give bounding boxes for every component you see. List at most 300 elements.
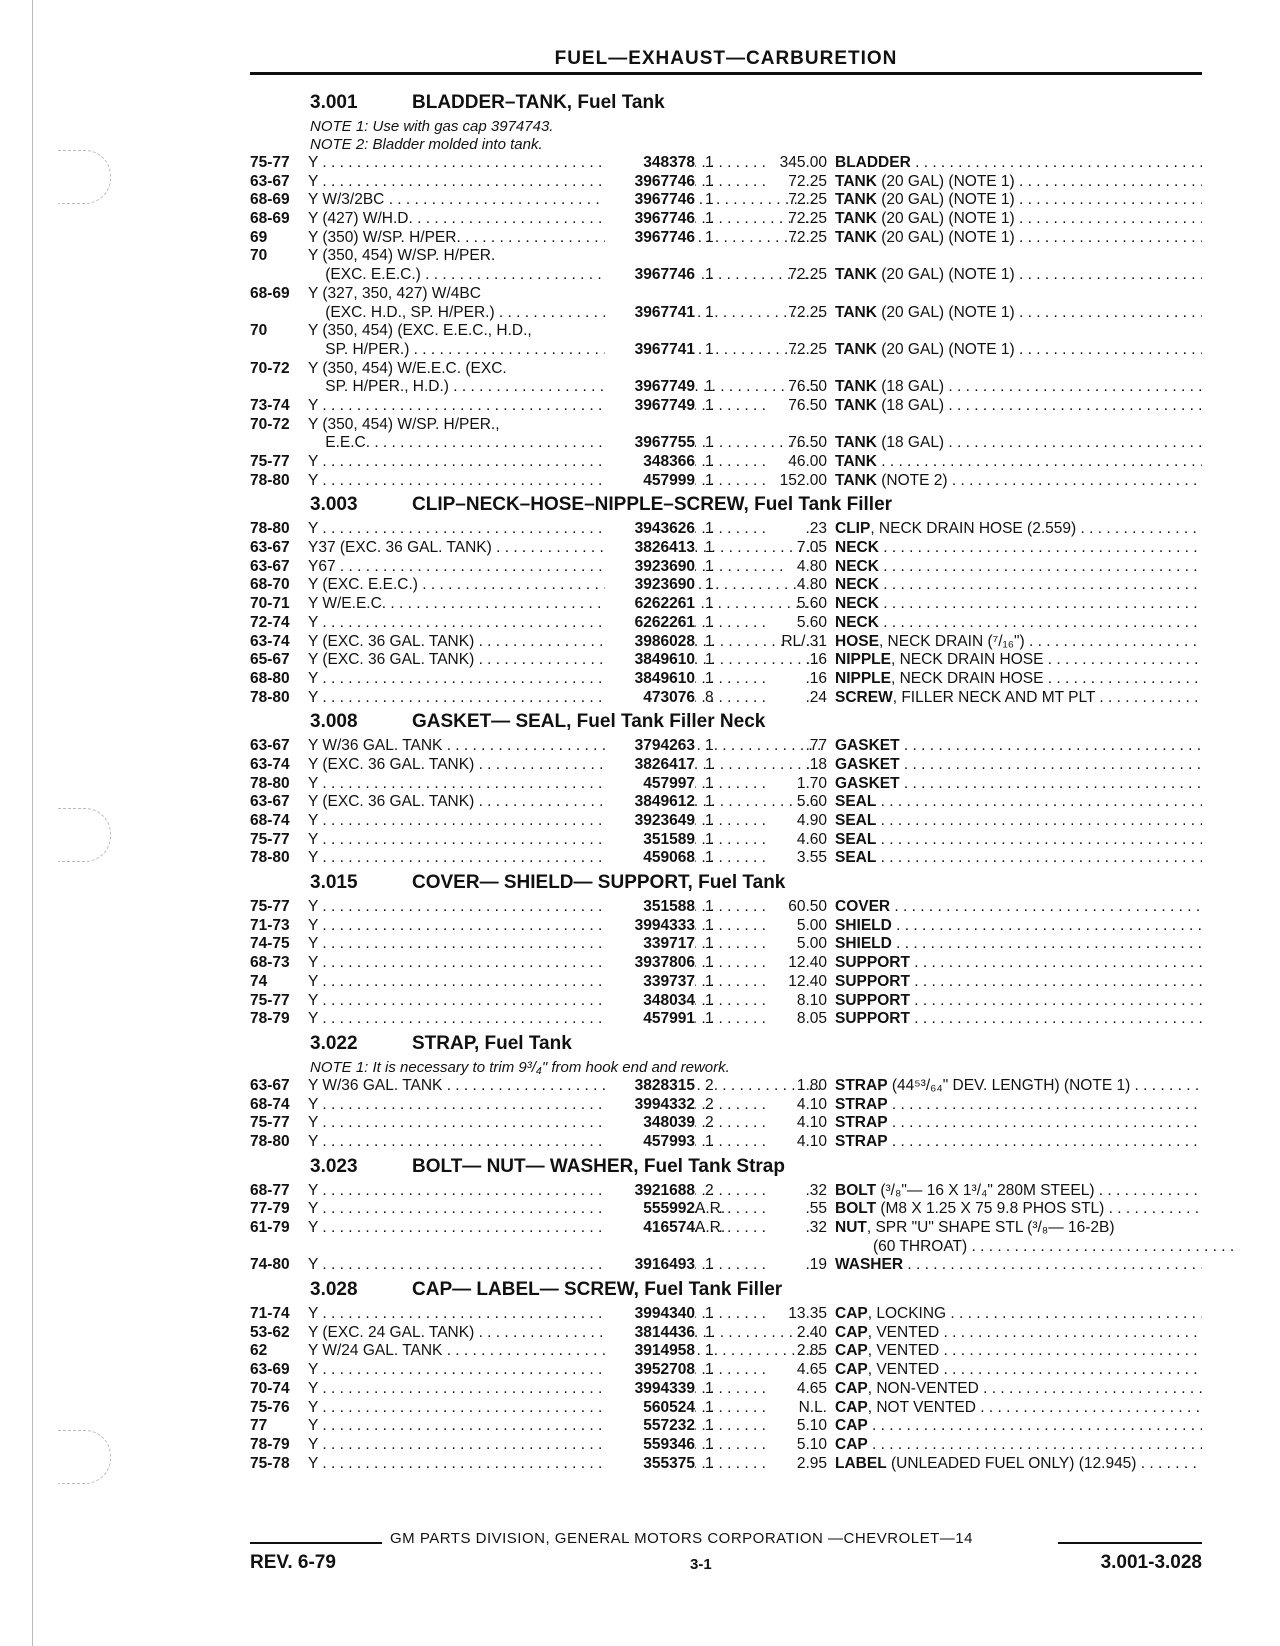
description-keyword: NECK — [835, 539, 879, 557]
model-years: 53-62 — [250, 1323, 290, 1341]
price: 5.10 — [796, 1417, 827, 1435]
description-detail: (20 GAL) (NOTE 1) — [876, 266, 1015, 284]
part-number: 348039 — [605, 1114, 695, 1133]
part-number: 351589 — [605, 831, 695, 850]
price: 72.25 — [788, 228, 827, 246]
section-note: NOTE 1: Use with gas cap 3974743. — [310, 118, 554, 135]
table-row — [250, 520, 1202, 539]
table-row — [250, 576, 1202, 595]
quantity: 1 — [705, 954, 714, 972]
model-application: Y (EXC. E.E.C.) . . . — [308, 576, 820, 595]
quantity: 1 — [705, 1010, 714, 1028]
model-application: Y . . . — [308, 1219, 820, 1238]
model-years: 75-76 — [250, 1398, 290, 1416]
catalog-section — [250, 707, 1202, 868]
section-number: 3.008 — [310, 711, 358, 733]
price: 5.00 — [796, 935, 827, 953]
model-application: (EXC. H.D., SP. H/PER.) . . . — [308, 304, 820, 323]
catalog-section — [250, 88, 1202, 490]
header-rule — [250, 72, 1202, 75]
part-description — [835, 595, 1202, 614]
part-description — [835, 1399, 1202, 1418]
model-application: Y . . . — [308, 1380, 820, 1399]
description-detail: (44⁵³/₆₄" DEV. LENGTH) (NOTE 1) — [887, 1076, 1131, 1094]
part-description — [835, 651, 1202, 670]
description-keyword: CAP — [835, 1398, 868, 1416]
section-number: 3.023 — [310, 1155, 358, 1177]
part-description — [835, 1417, 1202, 1436]
part-number: 3967741 — [605, 304, 695, 323]
part-description — [835, 1096, 1202, 1115]
quantity: 1 — [705, 669, 714, 687]
part-description — [835, 520, 1202, 539]
part-number: 3994332 — [605, 1096, 695, 1115]
part-description — [835, 1342, 1202, 1361]
model-application: SP. H/PER., H.D.) . . . — [308, 378, 820, 397]
price: 72.25 — [788, 303, 827, 321]
section-heading — [250, 88, 1202, 118]
table-row — [250, 1010, 1202, 1029]
price: 345.00 — [779, 154, 827, 171]
description-detail: , SPR "U" SHAPE STL (³/₈— 16-2B) — [866, 1219, 1115, 1236]
description-detail: , VENTED — [867, 1361, 940, 1379]
catalog-section — [250, 1152, 1202, 1275]
section-title: BOLT— NUT— WASHER, Fuel Tank Strap — [412, 1155, 785, 1177]
description-keyword: SUPPORT — [835, 1010, 910, 1028]
model-years: 70 — [250, 247, 268, 265]
description-keyword: TANK — [835, 434, 877, 452]
footer-rule-right — [1058, 1542, 1202, 1544]
description-keyword: CAP — [835, 1361, 868, 1379]
description-detail: (20 GAL) (NOTE 1) — [876, 191, 1015, 209]
model-years: 75-77 — [250, 830, 290, 848]
description-detail: (18 GAL) — [876, 378, 945, 396]
price: 8.10 — [796, 991, 827, 1009]
description-keyword: STRAP — [835, 1095, 888, 1113]
description-keyword: NUT — [835, 1219, 867, 1236]
model-years: 77 — [250, 1417, 268, 1435]
price: 4.65 — [796, 1361, 827, 1379]
section-number: 3.015 — [310, 872, 358, 894]
price: 152.00 — [779, 471, 827, 489]
part-number: 3967746 — [605, 266, 695, 285]
model-years: 75-77 — [250, 453, 290, 470]
model-years: 77-79 — [250, 1200, 290, 1218]
footer-rule-left — [250, 1542, 382, 1544]
quantity: 1 — [705, 557, 714, 575]
description-keyword: NECK — [835, 613, 879, 631]
model-application: Y . . . — [308, 472, 820, 491]
parts-catalog-body — [250, 88, 1202, 1473]
price: 4.10 — [796, 1114, 827, 1132]
quantity: 1 — [705, 576, 714, 594]
section-heading — [250, 707, 1202, 737]
model-years: 78-80 — [250, 688, 290, 706]
price: 4.65 — [796, 1379, 827, 1397]
footer-publisher: GM PARTS DIVISION, GENERAL MOTORS CORPORATION —CHEVROLET—14 — [390, 1530, 973, 1547]
quantity: 1 — [705, 396, 714, 414]
description-keyword: GASKET — [835, 774, 900, 792]
table-row — [250, 756, 1202, 775]
model-application: Y . . . — [308, 1096, 820, 1115]
price: 4.10 — [796, 1095, 827, 1113]
description-detail: , NECK DRAIN (⁷/₁₆") — [878, 632, 1025, 650]
part-number: 3967741 — [605, 341, 695, 360]
model-application: Y . . . — [308, 154, 820, 173]
section-title: STRAP, Fuel Tank — [412, 1032, 572, 1054]
quantity: 2 — [705, 1114, 714, 1132]
quantity: A.R. — [695, 1219, 726, 1236]
table-row — [250, 247, 1202, 266]
description-keyword: BOLT — [835, 1200, 877, 1218]
table-row — [250, 154, 1202, 173]
description-keyword: CAP — [835, 1342, 868, 1360]
part-description — [835, 917, 1202, 936]
punch-hole-middle — [58, 808, 111, 862]
part-description — [835, 378, 1202, 397]
quantity: 1 — [705, 210, 714, 228]
part-description — [835, 898, 1202, 917]
description-keyword: GASKET — [835, 755, 900, 773]
table-row — [250, 1324, 1202, 1343]
model-application: Y . . . — [308, 1200, 820, 1219]
part-number: 3814436 — [605, 1324, 695, 1343]
model-years: 63-67 — [250, 1076, 290, 1094]
quantity: 1 — [705, 595, 714, 613]
model-application: Y (427) W/H.D. . . . — [308, 210, 820, 229]
description-keyword: CAP — [835, 1417, 868, 1435]
model-application: Y . . . — [308, 898, 820, 917]
description-keyword: CAP — [835, 1323, 868, 1341]
part-description — [835, 304, 1202, 323]
part-number: 3849610 — [605, 651, 695, 670]
quantity: 1 — [705, 266, 714, 284]
part-description — [835, 1238, 1240, 1257]
part-description — [835, 229, 1202, 248]
description-keyword: STRAP — [835, 1132, 888, 1150]
section-heading — [250, 868, 1202, 898]
table-row — [250, 849, 1202, 868]
part-description — [835, 1305, 1202, 1324]
description-keyword: HOSE — [835, 632, 879, 650]
table-row — [250, 360, 1202, 379]
quantity: 1 — [705, 303, 714, 321]
table-row — [250, 633, 1202, 652]
part-description — [835, 935, 1202, 954]
price: .32 — [805, 1219, 827, 1236]
description-keyword: NECK — [835, 576, 879, 594]
price: RL/.31 — [781, 632, 827, 650]
section-title: CLIP–NECK–HOSE–NIPPLE–SCREW, Fuel Tank Filler — [412, 494, 893, 516]
table-row — [250, 1436, 1202, 1455]
price: 5.60 — [796, 595, 827, 613]
price: 12.40 — [788, 972, 827, 990]
part-number: 348366 — [605, 453, 695, 472]
model-years: 75-77 — [250, 991, 290, 1009]
price: 13.35 — [788, 1305, 827, 1323]
part-number: 3794263 — [605, 737, 695, 756]
table-row — [250, 285, 1202, 304]
table-row — [250, 472, 1202, 491]
part-number: 560524 — [605, 1399, 695, 1418]
quantity: 1 — [705, 453, 714, 470]
quantity: 1 — [705, 228, 714, 246]
description-detail: , NOT VENTED — [867, 1398, 976, 1416]
model-years: 68-70 — [250, 576, 290, 594]
description-keyword: NECK — [835, 557, 879, 575]
part-number: 3923649 — [605, 812, 695, 831]
part-description — [835, 1361, 1202, 1380]
description-keyword: STRAP — [835, 1076, 888, 1094]
price: .19 — [805, 1256, 827, 1274]
part-number: 3828315 — [605, 1077, 695, 1096]
table-row — [250, 831, 1202, 850]
price: 72.25 — [788, 340, 827, 358]
price: 8.05 — [796, 1010, 827, 1028]
model-application: Y . . . — [308, 1417, 820, 1436]
quantity: 1 — [705, 737, 714, 755]
model-application: Y . . . — [308, 1305, 820, 1324]
part-number: 348034 — [605, 992, 695, 1011]
description-detail: (18 GAL) — [876, 396, 945, 414]
model-years: 68-74 — [250, 812, 290, 829]
section-number: 3.003 — [310, 494, 358, 516]
part-number: 3826413 — [605, 539, 695, 558]
price: 7.05 — [796, 539, 827, 557]
catalog-section — [250, 490, 1202, 707]
part-description — [835, 973, 1202, 992]
description-keyword: TANK — [835, 340, 877, 358]
quantity: 2 — [705, 1181, 714, 1199]
price: .18 — [805, 755, 827, 773]
model-application: Y . . . — [308, 992, 820, 1011]
description-keyword: SHIELD — [835, 916, 892, 934]
price: 4.10 — [796, 1132, 827, 1150]
quantity: 1 — [705, 1417, 714, 1435]
table-row — [250, 378, 1202, 397]
description-keyword: TANK — [835, 453, 877, 470]
part-number: 473076 — [605, 689, 695, 708]
description-keyword: GASKET — [835, 737, 900, 755]
description-keyword: TANK — [835, 471, 877, 489]
model-application: Y37 (EXC. 36 GAL. TANK) . . . — [308, 539, 820, 558]
model-years: 63-67 — [250, 172, 290, 190]
model-years: 69 — [250, 228, 268, 246]
description-keyword: BLADDER — [835, 154, 911, 171]
model-application: Y (EXC. 36 GAL. TANK) . . . — [308, 756, 820, 775]
part-description — [835, 1324, 1202, 1343]
table-row — [250, 1200, 1202, 1219]
section-number: 3.022 — [310, 1032, 358, 1054]
model-years: 75-77 — [250, 1114, 290, 1132]
section-heading — [250, 1275, 1202, 1305]
table-row — [250, 793, 1202, 812]
quantity: 1 — [705, 340, 714, 358]
quantity: 1 — [705, 191, 714, 209]
page-header — [250, 48, 1202, 70]
table-row — [250, 322, 1202, 341]
quantity: 1 — [705, 172, 714, 190]
quantity: 1 — [705, 916, 714, 934]
model-application: (EXC. E.E.C.) . . . — [308, 266, 820, 285]
part-description — [835, 453, 1202, 472]
table-row — [250, 670, 1202, 689]
table-row — [250, 651, 1202, 670]
description-keyword: NECK — [835, 595, 879, 613]
model-years: 78-80 — [250, 520, 290, 538]
model-years: 78-80 — [250, 471, 290, 489]
part-number: 339717 — [605, 935, 695, 954]
catalog-section — [250, 1275, 1202, 1473]
price: 2.95 — [796, 1454, 827, 1472]
model-years: 78-80 — [250, 774, 290, 792]
quantity: 1 — [705, 1379, 714, 1397]
model-years: 68-73 — [250, 954, 290, 972]
model-application: Y (327, 350, 427) W/4BC — [308, 284, 481, 302]
table-row — [250, 397, 1202, 416]
description-keyword: CLIP — [835, 520, 871, 538]
price: N.L. — [798, 1398, 827, 1416]
part-number: 355375 — [605, 1455, 695, 1474]
description-keyword: SUPPORT — [835, 972, 910, 990]
model-years: 68-74 — [250, 1095, 290, 1113]
part-number: 3967749 — [605, 378, 695, 397]
description-keyword: SEAL — [835, 793, 877, 811]
model-application: Y W/24 GAL. TANK . . . — [308, 1342, 820, 1361]
quantity: 1 — [705, 471, 714, 489]
model-years: 75-77 — [250, 898, 290, 916]
description-detail: (20 GAL) (NOTE 1) — [876, 210, 1015, 228]
quantity: 1 — [705, 154, 714, 171]
part-number: 3994340 — [605, 1305, 695, 1324]
model-application: Y . . . — [308, 689, 820, 708]
part-number: 3943626 — [605, 520, 695, 539]
part-number: 348378 — [605, 154, 695, 173]
price: .24 — [805, 688, 827, 706]
part-number: 3849612 — [605, 793, 695, 812]
quantity: 1 — [705, 1361, 714, 1379]
part-description — [835, 173, 1202, 192]
part-description — [835, 1256, 1202, 1275]
model-application: Y . . . — [308, 1399, 820, 1418]
model-years: 68-69 — [250, 284, 290, 302]
table-row — [250, 1219, 1202, 1238]
model-years: 70 — [250, 322, 268, 340]
price: 5.00 — [796, 916, 827, 934]
model-years: 68-77 — [250, 1181, 290, 1199]
model-application: Y . . . — [308, 849, 820, 868]
part-description — [835, 737, 1202, 756]
description-keyword: SEAL — [835, 830, 877, 848]
part-number: 416574 — [605, 1219, 695, 1238]
footer-page-number: 3-1 — [690, 1556, 712, 1573]
model-years: 62 — [250, 1342, 268, 1360]
part-description — [835, 1380, 1202, 1399]
model-years: 63-74 — [250, 632, 290, 650]
part-number: 3967755 — [605, 434, 695, 453]
model-application: Y67 . . . — [308, 558, 820, 577]
model-application: Y . . . — [308, 1455, 820, 1474]
part-description — [835, 266, 1202, 285]
part-number: 3967746 — [605, 173, 695, 192]
model-years: 63-67 — [250, 793, 290, 811]
model-application: Y . . . — [308, 1182, 820, 1201]
description-detail: , VENTED — [867, 1342, 940, 1360]
part-description — [835, 539, 1202, 558]
part-description — [835, 849, 1202, 868]
table-row — [250, 341, 1202, 360]
description-keyword: TANK — [835, 191, 877, 209]
table-row — [250, 210, 1202, 229]
punch-hole-bottom — [58, 1430, 111, 1484]
footer-section-range: 3.001-3.028 — [1100, 1552, 1202, 1573]
description-keyword: SHIELD — [835, 935, 892, 953]
price: .77 — [805, 737, 827, 755]
model-years: 68-69 — [250, 191, 290, 209]
description-keyword: TANK — [835, 210, 877, 228]
price: 4.80 — [796, 557, 827, 575]
price: 60.50 — [788, 898, 827, 916]
part-description — [835, 756, 1202, 775]
model-application: Y W/36 GAL. TANK . . . — [308, 737, 820, 756]
description-detail: , LOCKING — [867, 1305, 947, 1323]
part-description — [835, 1455, 1202, 1474]
description-keyword: CAP — [835, 1435, 868, 1453]
model-years: 74-80 — [250, 1256, 290, 1274]
model-application: Y . . . — [308, 1114, 820, 1133]
section-title: BLADDER–TANK, Fuel Tank — [412, 92, 665, 113]
price: 2.85 — [796, 1342, 827, 1360]
description-keyword: TANK — [835, 228, 877, 246]
table-row — [250, 1238, 1202, 1257]
model-application: SP. H/PER.) . . . — [308, 341, 820, 360]
model-years: 71-73 — [250, 916, 290, 934]
part-number: 3967749 — [605, 397, 695, 416]
model-application: Y . . . — [308, 614, 820, 633]
table-row — [250, 453, 1202, 472]
model-application: Y (EXC. 36 GAL. TANK) . . . — [308, 651, 820, 670]
description-keyword: SCREW — [835, 688, 893, 706]
price: 76.50 — [788, 396, 827, 414]
table-row — [250, 775, 1202, 794]
model-years: 70-71 — [250, 595, 290, 613]
table-row — [250, 898, 1202, 917]
model-application: Y W/E.E.C. . . . — [308, 595, 820, 614]
model-application: Y W/36 GAL. TANK . . . — [308, 1077, 820, 1096]
description-detail: , FILLER NECK AND MT PLT — [892, 688, 1096, 706]
description-keyword: NIPPLE — [835, 669, 891, 687]
part-number: 459068 — [605, 849, 695, 868]
section-title: CAP— LABEL— SCREW, Fuel Tank Filler — [412, 1279, 783, 1301]
model-years: 78-80 — [250, 849, 290, 867]
model-years: 78-79 — [250, 1435, 290, 1453]
quantity: 1 — [705, 830, 714, 848]
model-application: Y . . . — [308, 917, 820, 936]
punch-hole-top — [58, 150, 111, 204]
description-keyword: NIPPLE — [835, 651, 891, 669]
table-row — [250, 191, 1202, 210]
table-row — [250, 266, 1202, 285]
section-heading — [250, 490, 1202, 520]
table-row — [250, 812, 1202, 831]
description-detail: (NOTE 2) — [876, 471, 948, 489]
model-years: 70-72 — [250, 415, 290, 433]
page-title: FUEL—EXHAUST—CARBURETION — [554, 48, 898, 69]
model-years: 72-74 — [250, 613, 290, 631]
description-keyword: TANK — [835, 396, 877, 414]
part-number: 3937806 — [605, 954, 695, 973]
description-keyword: COVER — [835, 898, 891, 916]
